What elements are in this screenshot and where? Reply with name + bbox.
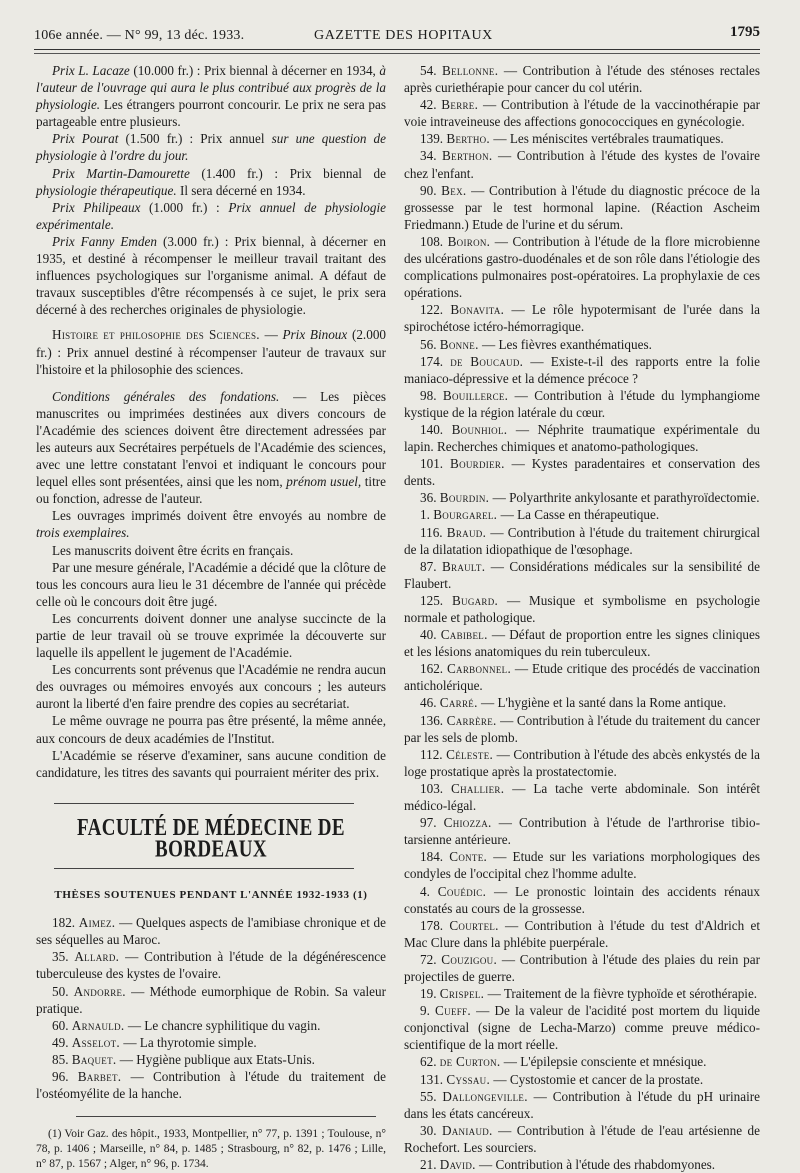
thesis-number: 184. — [420, 849, 444, 865]
header-rule — [34, 49, 760, 50]
thesis-entry — [404, 951, 760, 985]
thesis-title: — Contribution à l'étude de la flore microbienne des ulcérations gastro-duodénales et de son rôle dans l'étiologie des complications pulmonaires post-opératoires. La prophylaxie de ces opérations. — [404, 233, 760, 301]
thesis-entry — [404, 1122, 760, 1156]
thesis-title: — Les fièvres exanthématiques. — [478, 336, 652, 352]
thesis-entry — [404, 746, 760, 780]
thesis-entry — [404, 353, 760, 387]
thesis-entry — [404, 96, 760, 130]
footnote-rule — [76, 1116, 376, 1117]
thesis-author: de Curton. — [439, 1054, 501, 1070]
thesis-number: 136. — [420, 712, 444, 728]
thesis-author: Allard. — [74, 949, 120, 965]
thesis-title: — L'hygiène et la santé dans la Rome antique. — [477, 695, 727, 711]
thesis-title: — Musique et symbolisme en psychologie normale et pathologique. — [404, 592, 761, 625]
prize-list — [36, 62, 386, 318]
history-prize: Prix Binoux — [282, 327, 348, 343]
right-column — [404, 62, 760, 1173]
thesis-title: — Contribution à l'étude de l'arthrorise tibio-tarsienne antérieure. — [404, 815, 761, 848]
thesis-entry — [404, 387, 760, 421]
thesis-number: 97. — [420, 815, 437, 831]
thesis-title: — Contribution à l'étude du traitement du cancer par les sels de plomb. — [404, 712, 760, 745]
thesis-author: Carbonnel. — [446, 661, 512, 677]
thesis-title: — Cystostomie et cancer de la prostate. — [490, 1071, 704, 1087]
thesis-entry — [404, 147, 760, 181]
thesis-number: 49. — [52, 1034, 69, 1050]
thesis-title: — Contribution à l'étude du diagnostic précoce de la grossesse par le test hormonal lapine. (Réaction Ascheim Friedmann.) Etude de l'urine et du sérum. — [404, 182, 760, 232]
thesis-author: Courtel. — [449, 917, 499, 933]
thesis-number: 35. — [52, 949, 69, 965]
thesis-entry — [36, 1017, 386, 1034]
thesis-author: Couédic. — [437, 883, 487, 899]
thesis-author: Barbet. — [77, 1068, 122, 1084]
thesis-author: Bourdin. — [439, 490, 490, 506]
thesis-number: 131. — [420, 1071, 444, 1087]
thesis-number: 85. — [52, 1051, 69, 1067]
conditions-copies: Les ouvrages imprimés doivent être envoyés au nombre de trois exemplaires. — [36, 508, 386, 541]
thesis-number: 21. — [420, 1157, 437, 1172]
conditions-language: Les manuscrits doivent être écrits en français. — [52, 542, 294, 558]
thesis-number: 162. — [420, 661, 444, 677]
thesis-author: Cyssau. — [446, 1071, 491, 1087]
thesis-author: Crispel. — [439, 986, 485, 1002]
thesis-entry — [404, 182, 760, 233]
thesis-entry — [404, 455, 760, 489]
thesis-author: Challier. — [451, 780, 505, 796]
thesis-number: 101. — [420, 456, 444, 472]
thesis-entry — [404, 62, 760, 96]
thesis-title: — Etude sur les variations morphologiques des condyles de l'occipital chez l'homme adulte. — [404, 849, 761, 882]
thesis-title: — Contribution à l'étude des abcès enkystés de la loge prostatique après la prostatectomie. — [404, 746, 760, 779]
thesis-title: — Le pronostic lointain des accidents rénaux constatés au cours de la grossesse. — [404, 883, 760, 916]
thesis-entry — [404, 1088, 760, 1122]
theses-list-left — [36, 914, 386, 1102]
thesis-title: — Contribution à l'étude du test d'Aldrich et Mac Clure dans la phlébite puerpérale. — [404, 917, 760, 950]
thesis-author: Bex. — [441, 182, 467, 198]
thesis-number: 96. — [52, 1068, 69, 1084]
thesis-number: 178. — [420, 917, 444, 933]
thesis-author: Conte. — [449, 849, 488, 865]
thesis-author: Bourdier. — [449, 456, 505, 472]
thesis-author: Bounhiol. — [451, 421, 508, 437]
thesis-entry — [404, 694, 760, 711]
faculty-rule-top — [54, 803, 354, 804]
thesis-author: Carré. — [439, 695, 478, 711]
thesis-author: Asselot. — [71, 1034, 121, 1050]
thesis-author: Bouillerce. — [442, 387, 509, 403]
thesis-author: Couzigou. — [441, 951, 498, 967]
thesis-title: — La thyrotomie simple. — [120, 1034, 257, 1050]
conditions-heading: Conditions générales des fondations. — [52, 388, 280, 404]
page-number: 1795 — [730, 24, 760, 40]
thesis-entry — [404, 489, 760, 506]
thesis-title: — Contribution à l'étude de la vaccinothérapie par voie intraveineuse des affections gonococciques en gynécologie. — [404, 97, 760, 130]
thesis-entry — [404, 1156, 760, 1173]
thesis-title: — Défaut de proportion entre les signes cliniques et les lésions anatomiques du rein tuberculeux. — [404, 627, 761, 660]
thesis-number: 122. — [420, 302, 444, 318]
prize-name: Prix Pourat — [52, 131, 119, 147]
prize-name: Prix Fanny Emden — [52, 233, 157, 249]
thesis-number: 60. — [52, 1017, 69, 1033]
thesis-title: — Kystes paradentaires et conservation des dents. — [404, 456, 761, 489]
thesis-entry — [404, 660, 760, 694]
thesis-author: Brault. — [441, 558, 486, 574]
thesis-title: — Contribution à l'étude des plaies du rein par projectiles de guerre. — [404, 951, 760, 984]
thesis-title: — Contribution à l'étude du lymphangiome kystique de la région latérale du cœur. — [404, 387, 760, 420]
footnote — [36, 1127, 386, 1172]
thesis-number: 174. — [420, 353, 444, 369]
header-rule-thin — [34, 53, 760, 54]
theses-title: THÈSES SOUTENUES PENDANT L'ANNÉE 1932-1933 (1) — [54, 889, 368, 902]
thesis-title: — Contribution à l'étude de la dégénérescence tuberculeuse des kystes de l'ovaire. — [36, 949, 387, 982]
thesis-author: Arnauld. — [71, 1017, 125, 1033]
history-paragraph: Histoire et philosophie des Sciences. — Prix Binoux (2.000 fr.) : Prix annuel destiné à récompenser l'auteur de travaux sur l'histoire et la philosophie des sciences. — [36, 327, 387, 377]
prize-paragraph: Prix Martin-Damourette (1.400 fr.) : Prix biennal de physiologie thérapeutique. Il sera décerné en 1934. — [36, 165, 386, 198]
thesis-title: — Contribution à l'étude des rhabdomyones. — [475, 1157, 716, 1172]
thesis-entry — [36, 948, 386, 982]
thesis-author: Braud. — [446, 524, 487, 540]
thesis-number: 72. — [420, 951, 437, 967]
page-header — [34, 24, 760, 48]
thesis-author: Chiozza. — [443, 815, 492, 831]
thesis-author: Boiron. — [447, 233, 491, 249]
thesis-author: Cabibel. — [440, 627, 488, 643]
thesis-title: — L'épilepsie consciente et mnésique. — [500, 1054, 707, 1070]
thesis-author: Baquet. — [71, 1051, 117, 1067]
thesis-number: 139. — [420, 131, 444, 147]
thesis-title: — Polyarthrite ankylosante et parathyroïdectomie. — [489, 490, 760, 506]
prize-name: Prix Martin-Damourette — [52, 165, 190, 181]
thesis-number: 42. — [420, 97, 437, 113]
thesis-entry — [404, 917, 760, 951]
thesis-number: 140. — [420, 421, 444, 437]
thesis-entry — [404, 233, 760, 301]
thesis-author: Dallongeville. — [442, 1088, 528, 1104]
thesis-number: 116. — [420, 524, 443, 540]
thesis-title: — Le rôle hypotermisant de l'urée dans la spirochétose ictéro-hémorragique. — [404, 302, 760, 335]
thesis-number: 90. — [420, 182, 437, 198]
thesis-title: — La Casse en thérapeutique. — [497, 507, 660, 523]
thesis-entry — [404, 626, 760, 660]
thesis-entry — [404, 883, 760, 917]
thesis-number: 40. — [420, 627, 437, 643]
thesis-number: 125. — [420, 592, 444, 608]
thesis-author: Berthon. — [442, 148, 493, 164]
thesis-title: — Contribution à l'étude du pH urinaire dans les états cancéreux. — [404, 1088, 761, 1121]
thesis-title: — Les méniscites vertébrales traumatiques. — [490, 131, 724, 147]
prize-name: Prix Philipeaux — [52, 199, 141, 215]
thesis-entry — [404, 524, 760, 558]
thesis-entry — [404, 506, 760, 523]
thesis-author: Andorre. — [73, 983, 126, 999]
thesis-title: — Etude critique des procédés de vaccination anticholérique. — [404, 661, 760, 694]
thesis-author: Bertho. — [446, 131, 491, 147]
issue-info: 106e année. — N° 99, 13 déc. 1933. — [34, 28, 245, 43]
thesis-entry — [404, 592, 760, 626]
thesis-number: 112. — [420, 746, 443, 762]
conditions-reserve: L'Académie se réserve d'examiner, sans aucune condition de candidature, les titres des savants qui pourraient mériter des prix. — [36, 747, 386, 780]
thesis-entry — [404, 848, 760, 882]
thesis-entry — [36, 1034, 386, 1051]
thesis-title: — Considérations médicales sur la sensibilité de Flaubert. — [404, 558, 761, 591]
thesis-entry — [404, 780, 760, 814]
thesis-title: — Quelques aspects de l'amibiase chronique et de ses séquelles au Maroc. — [36, 915, 386, 948]
thesis-author: Céleste. — [446, 746, 494, 762]
conditions-deadline: Par une mesure générale, l'Académie a décidé que la clôture de tous les concours aura lieu le 31 décembre de l'année qui précède celle où le concours doit être jugé. — [36, 559, 386, 609]
thesis-number: 34. — [420, 148, 437, 164]
thesis-number: 182. — [52, 915, 76, 931]
thesis-title: — Existe-t-il des rapports entre la folie maniaco-dépressive et la démence précoce ? — [404, 353, 760, 386]
prize-paragraph: Prix Fanny Emden (3.000 fr.) : Prix biennal, à décerner en 1935, et destiné à récompenser le meilleur travail traitant des influences psychologiques sur l'organisme animal. A défaut de travaux susceptibles d'être récompensés à ce sujet, le prix sera décerné à des recherches originales de physiologie. — [36, 233, 386, 318]
thesis-number: 108. — [420, 233, 444, 249]
thesis-title: — Néphrite traumatique expérimentale du lapin. Recherches chimiques et anatomo-pathologiques. — [404, 421, 761, 455]
thesis-entry — [36, 1068, 386, 1102]
thesis-author: Daniaud. — [441, 1122, 493, 1138]
thesis-title: — Contribution à l'étude de l'eau artésienne de Rochefort. Les sourciers. — [404, 1122, 760, 1155]
thesis-author: de Boucaud. — [450, 353, 524, 369]
thesis-entry — [404, 336, 760, 353]
thesis-title: — La tache verte abdominale. Son intérêt médico-légal. — [404, 780, 761, 814]
footnote-text: (1) Voir Gaz. des hôpit., 1933, Montpellier, n° 77, p. 1391 ; Toulouse, n° 78, p. 1406 ; Marseille, n° 84, p. 1485 ; Strasbourg, n° 82, p. 1476 ; Lille, n° 87, p. 1567 ; Alger, n° 96, p. 1734. — [36, 1128, 386, 1171]
conditions-paragraph: Conditions générales des fondations. — Les pièces manuscrites ou imprimées destinées aux divers concours de l'Académie des sciences doivent être directement adressées par les auteurs aux Secrétaires perpétuels de l'Académie des sciences, avec une lettre constatant l'envoi et indiquant le concours pour lequel elles sont présentées, ainsi que les nom, prénom usuel, titre ou fonction, adresse de l'auteur. — [36, 388, 386, 507]
thesis-number: 56. — [420, 336, 437, 352]
faculty-title: FACULTÉ DE MÉDECINE DE BORDEAUX — [77, 815, 345, 863]
history-heading: Histoire et philosophie des Sciences. — [52, 327, 260, 343]
thesis-title: — Contribution à l'étude des sténoses rectales après curiethérapie pour cancer du col utérin. — [404, 63, 760, 96]
thesis-title: — Contribution à l'étude du traitement de l'ostéomyélite de la hanche. — [36, 1068, 387, 1102]
thesis-title: — Contribution à l'étude du traitement chirurgical de la dilatation idiopathique de l'œsophage. — [404, 524, 760, 557]
thesis-number: 55. — [420, 1088, 437, 1104]
thesis-title: — De la valeur de l'acidité post mortem du liquide conjonctival (signe de Lecha-Marzo) comme preuve médico-scientifique de la mort réelle. — [404, 1003, 760, 1053]
thesis-number: 50. — [52, 983, 69, 999]
thesis-entry — [404, 814, 760, 848]
thesis-number: 36. — [420, 490, 437, 506]
conditions-same-work: Le même ouvrage ne pourra pas être présenté, la même année, aux concours de deux académies de l'Institut. — [36, 713, 386, 746]
thesis-title: — Le chancre syphilitique du vagin. — [124, 1017, 321, 1033]
thesis-title: — Traitement de la fièvre typhoïde et sérothérapie. — [484, 986, 758, 1002]
thesis-author: Berre. — [441, 97, 479, 113]
thesis-number: 19. — [420, 986, 437, 1002]
thesis-author: Bonavita. — [450, 302, 505, 318]
thesis-number: 98. — [420, 387, 437, 403]
thesis-entry — [404, 712, 760, 746]
journal-title: GAZETTE DES HOPITAUX — [314, 28, 493, 43]
thesis-entry — [404, 1053, 760, 1070]
thesis-author: Bugard. — [451, 592, 499, 608]
thesis-entry — [404, 558, 760, 592]
thesis-number: 4. — [420, 883, 430, 899]
thesis-entry — [36, 983, 386, 1017]
faculty-rule-bottom — [54, 868, 354, 869]
thesis-number: 30. — [420, 1122, 437, 1138]
thesis-number: 46. — [420, 695, 437, 711]
thesis-entry — [404, 1002, 760, 1053]
thesis-author: Aimez. — [78, 915, 116, 931]
thesis-number: 9. — [420, 1003, 430, 1019]
prize-paragraph: Prix L. Lacaze (10.000 fr.) : Prix biennal à décerner en 1934, à l'auteur de l'ouvrage qui aura le plus contribué aux progrès de la physiologie. Les étrangers pourront concourir. Le prix ne sera pas partageable entre plusieurs. — [36, 63, 386, 130]
left-column — [36, 62, 386, 1172]
thesis-author: Bellonne. — [442, 63, 499, 78]
thesis-author: Bourgarel. — [433, 507, 498, 523]
thesis-entry — [404, 985, 760, 1002]
thesis-title: — Méthode eumorphique de Robin. Sa valeur pratique. — [36, 983, 386, 1016]
prize-name: Prix L. Lacaze — [52, 63, 130, 78]
thesis-title: — Hygiène publique aux Etats-Unis. — [116, 1051, 315, 1067]
thesis-number: 62. — [420, 1054, 437, 1070]
thesis-number: 54. — [420, 63, 437, 78]
thesis-entry — [404, 130, 760, 147]
thesis-entry — [404, 1071, 760, 1088]
thesis-number: 1. — [420, 507, 430, 523]
thesis-author: Carrère. — [446, 712, 497, 728]
thesis-author: Cueff. — [435, 1003, 471, 1019]
prize-paragraph: Prix Pourat (1.500 fr.) : Prix annuel sur une question de physiologie à l'ordre du jour. — [36, 131, 386, 164]
theses-list-right — [404, 62, 760, 1173]
thesis-entry — [404, 421, 760, 455]
conditions-analysis: Les concurrents doivent donner une analyse succincte de la partie de leur travail où se trouve exprimée la découverte sur laquelle ils appellent le jugement de l'Académie. — [36, 610, 386, 661]
prize-paragraph: Prix Philipeaux (1.000 fr.) : Prix annuel de physiologie expérimentale. — [36, 199, 386, 232]
thesis-title: — Contribution à l'étude des kystes de l'ovaire chez l'enfant. — [404, 148, 761, 181]
thesis-number: 103. — [420, 780, 444, 796]
thesis-entry — [404, 301, 760, 335]
thesis-number: 87. — [420, 558, 437, 574]
thesis-entry — [36, 1051, 386, 1068]
conditions-return: Les concurrents sont prévenus que l'Académie ne rendra aucun des ouvrages ou mémoires envoyés aux concours ; les auteurs auront la liberté d'en faire prendre des copies au secrétariat. — [36, 662, 386, 712]
thesis-author: David. — [439, 1157, 476, 1172]
thesis-entry — [36, 914, 386, 948]
thesis-author: Bonne. — [439, 336, 479, 352]
